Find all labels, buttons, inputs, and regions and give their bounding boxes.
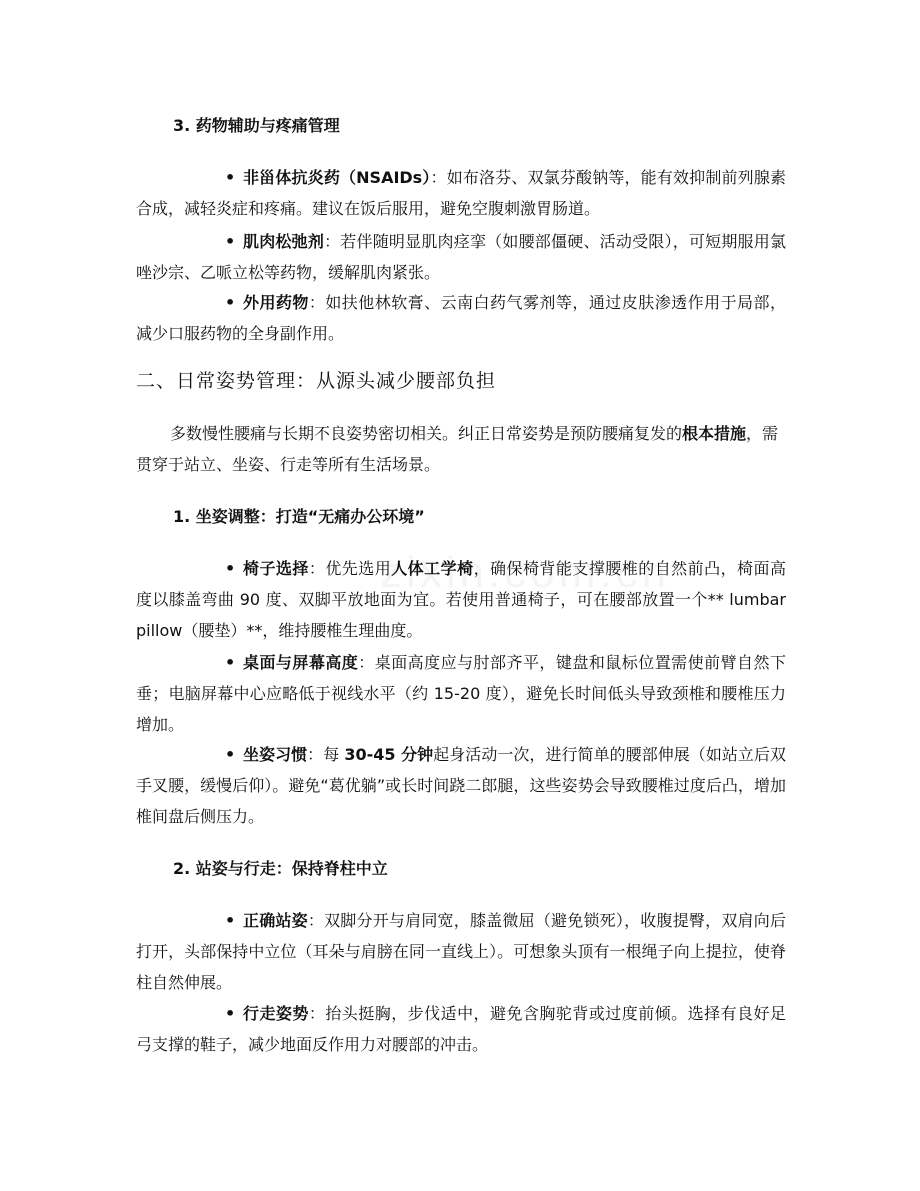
bullet-icon: • [225, 1004, 236, 1023]
item-emphasis: 30-45 分钟 [344, 745, 434, 764]
item-text: ，确保椅背能支撑腰椎的自然前凸，椅面高度以膝盖弯曲 90 度、双脚平放地面为宜。若使用普通椅子，可在腰部放置一个** lumbar pillow（腰垫）**，维持腰椎生理曲度。 [136, 559, 786, 640]
list-item [136, 553, 786, 646]
item-text-pre: ：优先选用 [308, 559, 392, 578]
list-item [136, 287, 786, 349]
list-item [136, 998, 786, 1060]
list-item [136, 226, 786, 288]
section-heading: 二、日常姿势管理：从源头减少腰部负担 [136, 370, 497, 392]
bullet-icon: • [225, 745, 236, 764]
item-term: 桌面与屏幕高度 [243, 653, 359, 672]
item-text: 起身活动一次，进行简单的腰部伸展（如站立后双手叉腰，缓慢后仰）。避免“葛优躺”或长时间跷二郎腿，这些姿势会导致腰椎过度后凸，增加椎间盘后侧压力。 [136, 745, 786, 826]
item-term: 非甾体抗炎药（NSAIDs） [243, 168, 431, 187]
bullet-icon: • [225, 653, 236, 672]
list-item [136, 162, 786, 224]
intro-text: 多数慢性腰痛与长期不良姿势密切相关。纠正日常姿势是预防腰痛复发的 [170, 424, 683, 443]
sit-heading: 1. 坐姿调整：打造“无痛办公环境” [173, 507, 425, 526]
bullet-icon: • [225, 232, 236, 251]
bullet-icon: • [225, 293, 236, 312]
list-item [136, 905, 786, 998]
item-term: 行走姿势 [243, 1004, 309, 1023]
stand-heading: 2. 站姿与行走：保持脊柱中立 [173, 859, 388, 878]
item-text: ：如扶他林软膏、云南白药气雾剂等，通过皮肤渗透作用于局部，减少口服药物的全身副作用。 [136, 293, 786, 343]
item-text: ：桌面高度应与肘部齐平，键盘和鼠标位置需使前臂自然下垂；电脑屏幕中心应略低于视线水平（约 15-20 度），避免长时间低头导致颈椎和腰椎压力增加。 [136, 653, 786, 734]
item-term: 椅子选择 [243, 559, 309, 578]
list-item [136, 647, 786, 740]
item-text-pre: ：每 [307, 745, 345, 764]
item-term: 肌肉松弛剂 [243, 232, 325, 251]
item-text: ：如布洛芬、双氯芬酸钠等，能有效抑制前列腺素合成，减轻炎症和疼痛。建议在饭后服用，避免空腹刺激胃肠道。 [136, 168, 786, 218]
item-text: ：双脚分开与肩同宽，膝盖微屈（避免锁死），收腹提臀，双肩向后打开，头部保持中立位（耳朵与肩膀在同一直线上）。可想象头顶有一根绳子向上提拉，使脊柱自然伸展。 [136, 911, 786, 992]
bullet-icon: • [225, 168, 236, 187]
item-text: ：若伴随明显肌肉痉挛（如腰部僵硬、活动受限），可短期服用氯唑沙宗、乙哌立松等药物，缓解肌肉紧张。 [136, 232, 786, 282]
item-term: 外用药物 [243, 293, 309, 312]
item-term: 正确站姿 [243, 911, 308, 930]
intro-text-end: ，需贯穿于站立、坐姿、行走等所有生活场景。 [136, 424, 779, 474]
item-term: 坐姿习惯 [243, 745, 308, 764]
intro-emphasis: 根本措施 [682, 424, 747, 443]
drug-heading: 3. 药物辅助与疼痛管理 [173, 116, 340, 135]
item-text: ：抬头挺胸，步伐适中，避免含胸驼背或过度前倾。选择有良好足弓支撑的鞋子，减少地面反作用力对腰部的冲击。 [136, 1004, 786, 1054]
bullet-icon: • [225, 911, 236, 930]
bullet-icon: • [225, 559, 236, 578]
intro-paragraph [136, 418, 786, 480]
list-item [136, 739, 786, 832]
item-emphasis: 人体工学椅 [391, 559, 474, 578]
